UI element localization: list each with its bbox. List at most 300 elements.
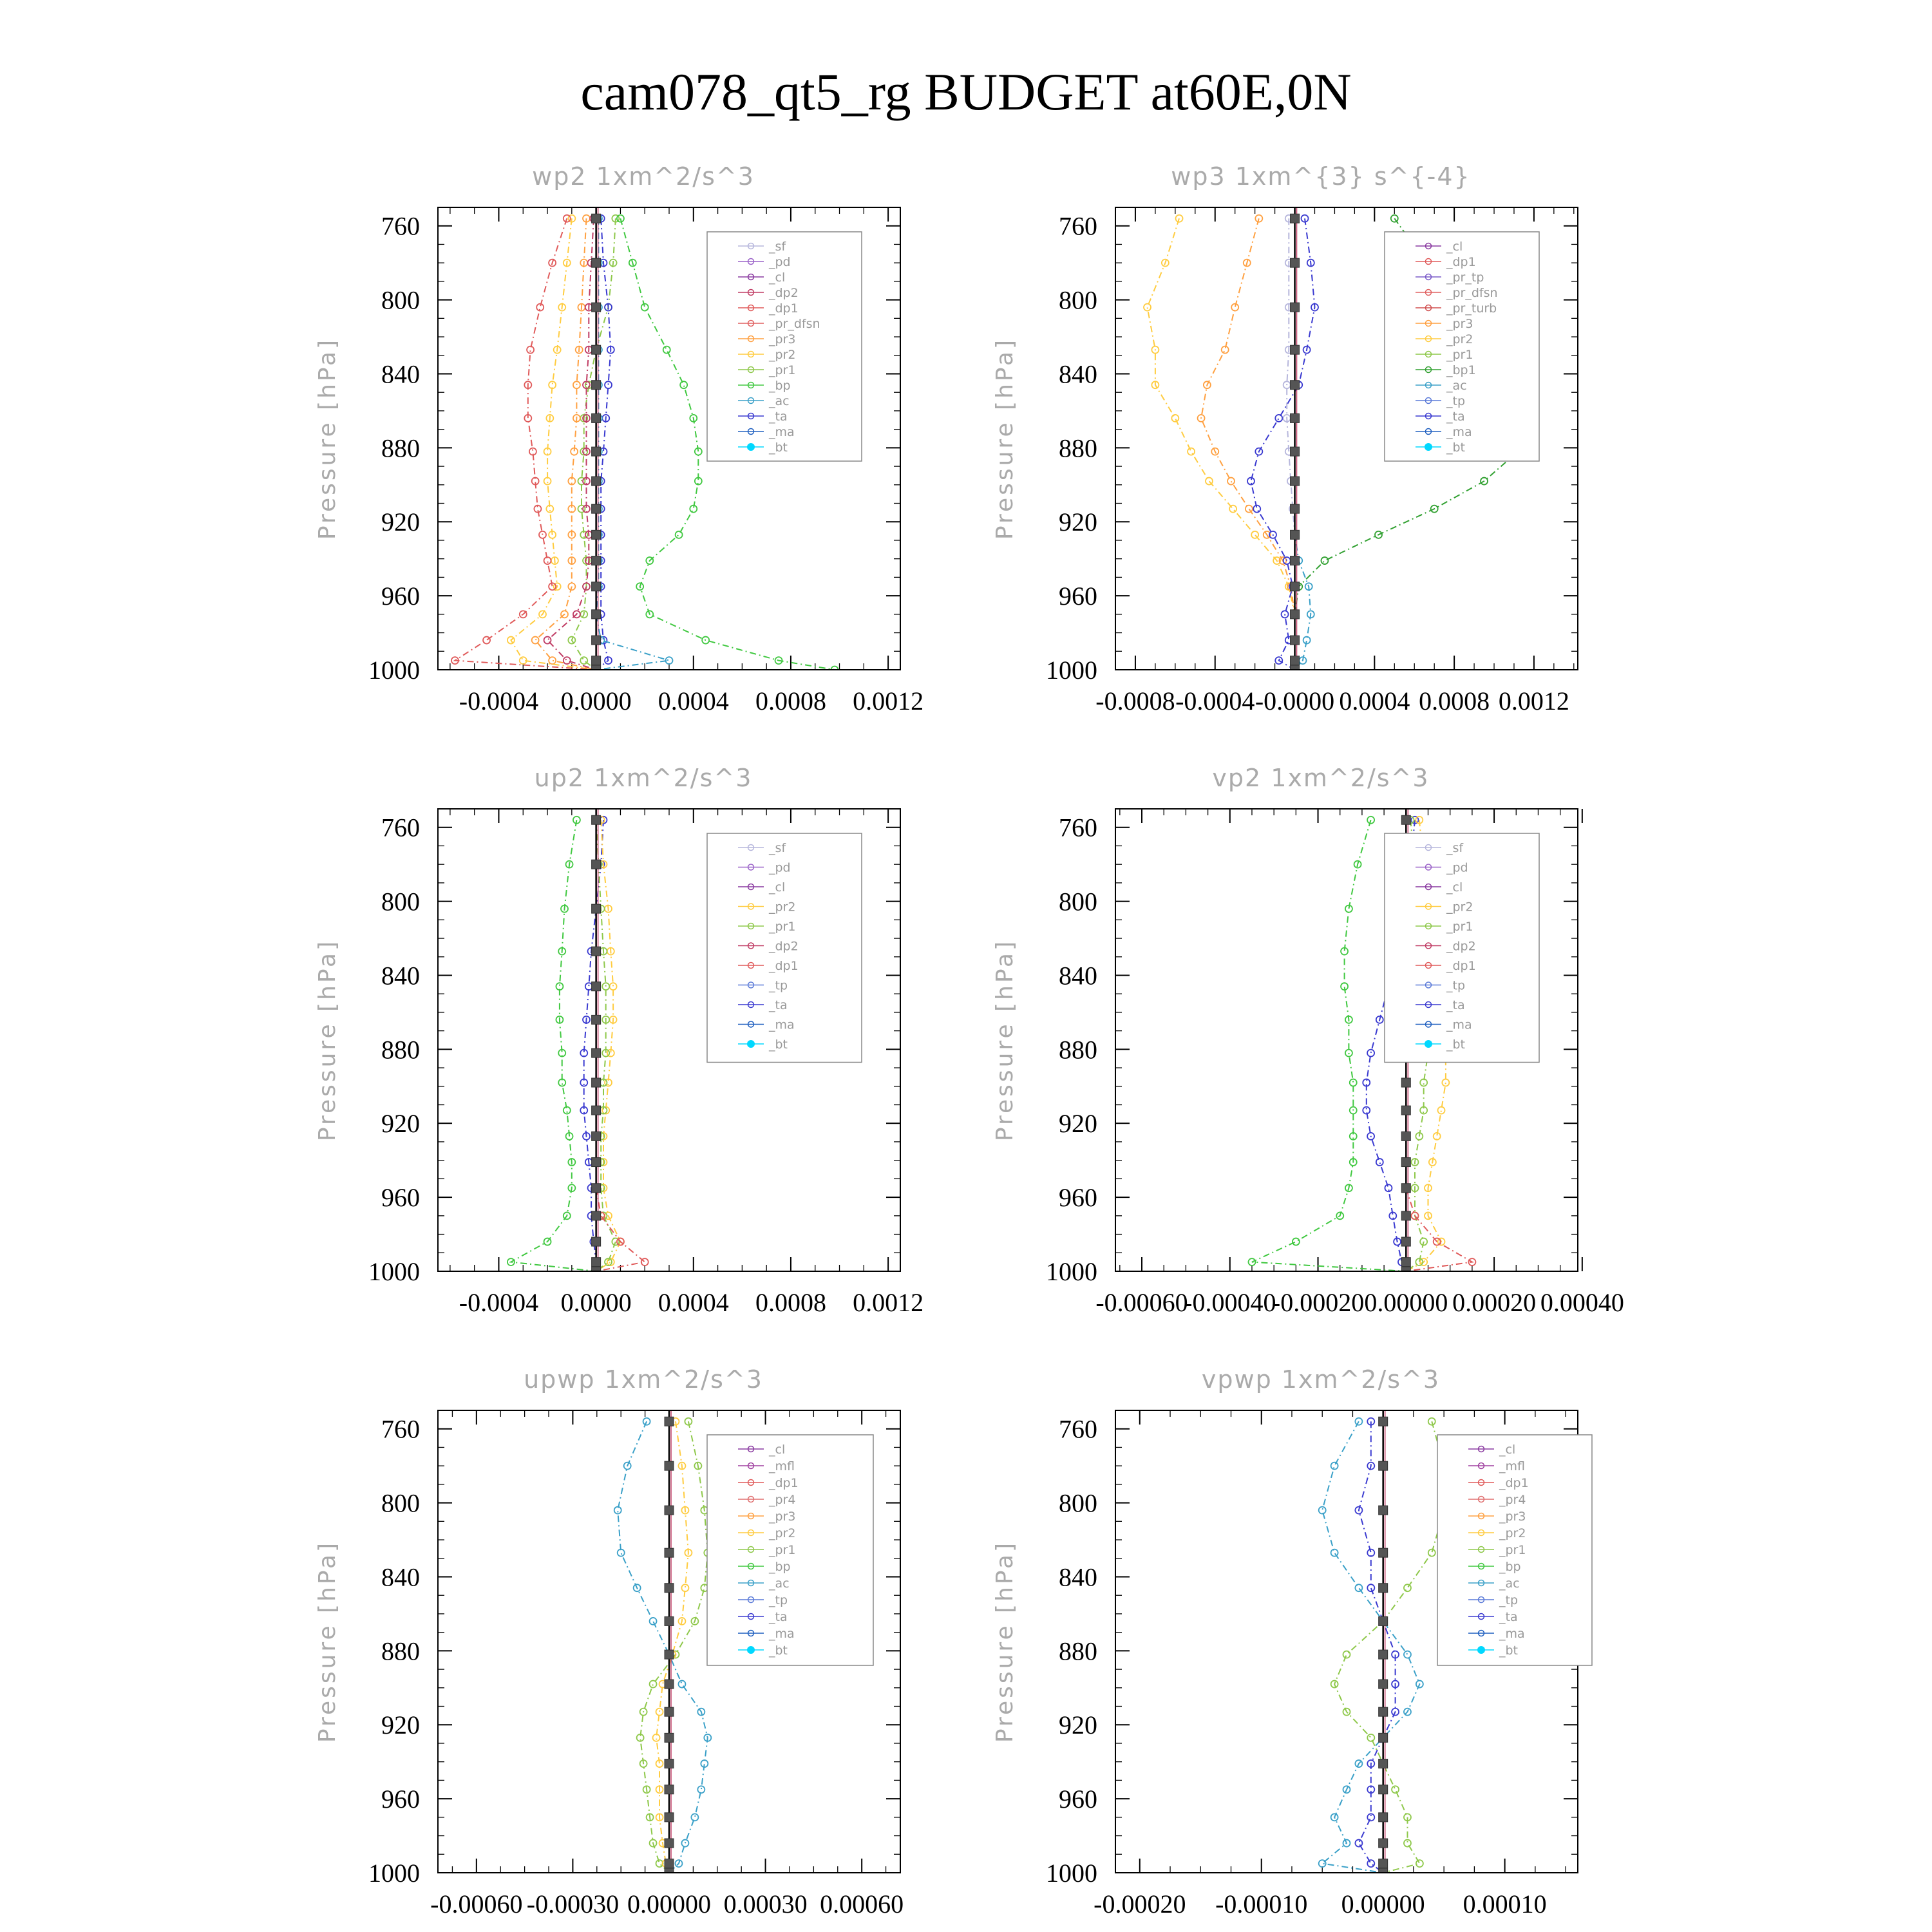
- x-tick-label: 0.0004: [658, 1288, 729, 1317]
- legend-label: _ta: [1446, 998, 1465, 1012]
- legend-label: _dp1: [1446, 255, 1476, 269]
- zero-line-marker: [1379, 1707, 1388, 1716]
- legend-label: _cl: [769, 1443, 786, 1457]
- x-tick-label: -0.0000: [1255, 687, 1335, 715]
- x-tick-label: -0.00020: [1094, 1889, 1186, 1918]
- series-point-pr3: [1227, 478, 1235, 485]
- panel-1: [314, 162, 923, 715]
- zero-line-marker: [1401, 1184, 1410, 1193]
- series-point-ac: [666, 657, 673, 664]
- series-group: [614, 1410, 712, 1877]
- zero-line-marker: [1401, 1258, 1410, 1267]
- x-tick-label: -0.00040: [1184, 1288, 1276, 1317]
- legend-label: _dp1: [769, 959, 799, 973]
- zero-line-marker: [1379, 1785, 1388, 1794]
- series-point-bp: [676, 531, 683, 538]
- x-tick-label: -0.00030: [526, 1889, 620, 1918]
- series-line-pr2: [656, 1421, 688, 1873]
- zero-line-marker: [1379, 1839, 1388, 1848]
- legend-marker: [1425, 443, 1432, 451]
- legend-marker: [747, 1646, 755, 1654]
- series-line-ta: [1359, 1421, 1396, 1873]
- x-tick-label: -0.00010: [1215, 1889, 1308, 1918]
- series-point-ac: [1404, 1651, 1411, 1658]
- y-axis-label: Pressure [hPa]: [992, 938, 1018, 1142]
- series-point-pr2: [1229, 506, 1236, 513]
- zero-line-marker: [592, 1211, 601, 1220]
- legend-label: _ma: [1499, 1627, 1525, 1641]
- x-tick-label: -0.0004: [459, 687, 539, 715]
- legend-label: _bp1: [1446, 363, 1476, 377]
- zero-line-marker: [592, 504, 601, 513]
- legend-label: _sf: [769, 841, 786, 855]
- legend-label: _pr2: [1446, 900, 1473, 914]
- y-tick-label: 960: [1059, 1183, 1097, 1213]
- series-point-ac: [691, 1814, 698, 1821]
- legend-label: _ta: [1446, 410, 1465, 424]
- legend-label: _bt: [769, 1037, 788, 1052]
- legend-label: _bt: [1446, 440, 1466, 455]
- zero-line-marker: [592, 1015, 601, 1024]
- legend-label: _mfl: [1499, 1459, 1525, 1473]
- y-tick-label: 760: [381, 211, 420, 241]
- zero-line-marker: [592, 582, 601, 591]
- zero-line-marker: [1379, 1461, 1388, 1470]
- y-tick-label: 920: [1059, 1710, 1097, 1740]
- zero-line-marker: [1291, 477, 1300, 486]
- series-point-pr1: [1392, 1786, 1399, 1793]
- y-tick-label: 760: [1059, 1414, 1097, 1444]
- y-tick-label: 760: [1059, 813, 1097, 842]
- series-point-bp: [663, 346, 670, 354]
- legend-label: _dp1: [769, 1476, 799, 1490]
- y-tick-label: 960: [1059, 1785, 1097, 1814]
- series-point-ta: [1275, 415, 1282, 422]
- legend-label: _pr2: [769, 900, 796, 914]
- legend-label: _bp: [769, 379, 791, 393]
- x-tick-label: 0.0000: [560, 687, 632, 715]
- zero-line-marker: [592, 258, 601, 267]
- zero-line-marker: [665, 1813, 674, 1822]
- zero-line-marker: [592, 1237, 601, 1246]
- legend-label: _tp: [769, 1593, 788, 1607]
- y-tick-label: 920: [1059, 1109, 1097, 1139]
- y-tick-label: 800: [1059, 285, 1097, 315]
- series-point-pr2: [1206, 478, 1213, 485]
- legend-label: _bt: [1499, 1643, 1519, 1658]
- legend-label: _dp1: [769, 301, 799, 316]
- series-line-bp: [1252, 820, 1406, 1271]
- series-point-pr1: [1416, 1860, 1423, 1867]
- panel-title: up2 1xm^2/s^3: [534, 764, 753, 792]
- series-point-dp1: [483, 637, 490, 644]
- zero-line-marker: [592, 303, 601, 312]
- zero-line-marker: [592, 214, 601, 223]
- y-tick-label: 880: [1059, 1636, 1097, 1666]
- series-point-pr2: [1438, 1107, 1445, 1114]
- zero-line-marker: [592, 815, 601, 824]
- legend-label: _sf: [1446, 841, 1464, 855]
- series-point-bp: [641, 304, 649, 311]
- legend-marker: [747, 443, 755, 451]
- legend-label: _ta: [769, 1610, 788, 1624]
- zero-line-marker: [665, 1759, 674, 1768]
- legend-label: _ta: [1499, 1610, 1518, 1624]
- zero-line-marker: [1291, 504, 1300, 513]
- y-tick-label: 1000: [368, 1859, 420, 1888]
- legend-marker: [1425, 1040, 1432, 1048]
- zero-line-marker: [1401, 815, 1410, 824]
- legend-label: _pr1: [1499, 1543, 1526, 1557]
- legend-label: _pd: [769, 255, 791, 269]
- x-tick-label: 0.00030: [723, 1889, 808, 1918]
- legend: [1385, 232, 1539, 461]
- x-tick-label: 0.0008: [755, 1288, 826, 1317]
- series-point-pr1: [1404, 1584, 1411, 1591]
- series-line-dp1: [596, 820, 645, 1271]
- x-tick-label: -0.00060: [1095, 1288, 1188, 1317]
- zero-line-marker: [665, 1785, 674, 1794]
- zero-line-marker: [665, 1707, 674, 1716]
- zero-line-marker: [1291, 258, 1300, 267]
- legend-label: _cl: [769, 880, 786, 895]
- legend-label: _ma: [1446, 1018, 1472, 1032]
- x-tick-label: 0.00020: [1452, 1288, 1537, 1317]
- zero-line-marker: [592, 1132, 601, 1141]
- series-point-pr3: [1245, 506, 1253, 513]
- y-tick-label: 960: [1059, 582, 1097, 611]
- x-tick-label: 0.00060: [820, 1889, 904, 1918]
- series-point-pr1: [1420, 1079, 1427, 1086]
- y-tick-label: 960: [381, 1183, 420, 1213]
- y-tick-label: 800: [1059, 1488, 1097, 1518]
- legend-label: _dp2: [769, 286, 799, 300]
- series-point-ac: [618, 1549, 625, 1557]
- series-point-bp: [1293, 1238, 1300, 1245]
- zero-line-marker: [665, 1461, 674, 1470]
- zero-line-marker: [1401, 1158, 1410, 1167]
- zero-line-marker: [1379, 1548, 1388, 1557]
- zero-line-marker: [1291, 610, 1300, 619]
- zero-line-marker: [1379, 1650, 1388, 1659]
- series-point-pr1: [650, 1681, 657, 1688]
- series-point-ta: [1367, 1860, 1374, 1867]
- zero-line-marker: [592, 1078, 601, 1087]
- legend-label: _ac: [1499, 1577, 1520, 1591]
- y-tick-label: 800: [381, 887, 420, 916]
- legend-label: _dp1: [1446, 959, 1476, 973]
- panel-4: [992, 764, 1624, 1317]
- series-point-ta: [1367, 1050, 1374, 1057]
- x-tick-label: 0.0008: [1419, 687, 1490, 715]
- series-point-pr2: [1171, 415, 1179, 422]
- panel-5: [314, 1365, 904, 1918]
- zero-line-marker: [1379, 1680, 1388, 1689]
- series-point-ac: [678, 1681, 685, 1688]
- zero-line-marker: [592, 1184, 601, 1193]
- legend-label: _pr1: [1446, 920, 1473, 934]
- y-axis-label: Pressure [hPa]: [314, 337, 341, 540]
- legend-label: _pr_dfsn: [769, 317, 820, 331]
- y-tick-label: 920: [381, 1109, 420, 1139]
- series-point-pr2: [1251, 531, 1258, 538]
- y-tick-label: 1000: [1046, 1257, 1097, 1286]
- series-point-bp: [1350, 1079, 1357, 1086]
- zero-line-marker: [1379, 1733, 1388, 1742]
- y-axis-label: Pressure [hPa]: [992, 337, 1018, 540]
- legend-label: _bt: [769, 440, 788, 455]
- series-line-dp1: [455, 218, 596, 670]
- zero-line-marker: [1291, 303, 1300, 312]
- zero-line-marker: [665, 1839, 674, 1848]
- y-tick-label: 880: [381, 1035, 420, 1065]
- zero-line-marker: [592, 1048, 601, 1057]
- y-tick-label: 840: [381, 359, 420, 389]
- legend-label: _bt: [1446, 1037, 1466, 1052]
- zero-line-marker: [1291, 636, 1300, 645]
- zero-line-marker: [592, 1258, 601, 1267]
- series-point-ac: [650, 1618, 657, 1625]
- series-point-pr2: [681, 1584, 688, 1591]
- legend-label: _dp2: [769, 939, 799, 954]
- series-line-ta: [584, 820, 603, 1271]
- series-point-ac: [1319, 1860, 1326, 1867]
- y-tick-label: 1000: [368, 1257, 420, 1286]
- zero-line-marker: [1291, 582, 1300, 591]
- series-point-pr1: [1367, 1734, 1374, 1741]
- series-point-ta: [1367, 1584, 1374, 1591]
- zero-line-marker: [592, 947, 601, 956]
- zero-line-marker: [665, 1506, 674, 1515]
- y-tick-label: 800: [1059, 887, 1097, 916]
- zero-line-marker: [1379, 1584, 1388, 1593]
- panel-2: [992, 162, 1578, 715]
- series-point-ta: [1355, 1840, 1362, 1847]
- series-line-pr1: [1334, 1421, 1444, 1873]
- series-point-bp1: [1321, 557, 1328, 564]
- series-point-ta: [1376, 1159, 1383, 1166]
- series-line-pr2: [596, 820, 621, 1271]
- legend-marker: [1477, 1646, 1485, 1654]
- zero-line-marker: [1401, 1237, 1410, 1246]
- zero-line-marker: [592, 1106, 601, 1115]
- y-tick-label: 960: [381, 1785, 420, 1814]
- x-tick-label: 0.0004: [1339, 687, 1410, 715]
- figure-title: cam078_qt5_rg BUDGET at60E,0N: [580, 62, 1352, 121]
- series-point-bp: [680, 381, 687, 388]
- legend-label: _dp2: [1446, 939, 1476, 954]
- series-point-dp2: [544, 637, 551, 644]
- zero-line-marker: [592, 656, 601, 665]
- legend-label: _ma: [769, 1627, 795, 1641]
- legend-label: _cl: [1446, 880, 1463, 895]
- legend-label: _cl: [1499, 1443, 1516, 1457]
- zero-line-marker: [1379, 1506, 1388, 1515]
- series-point-ac: [1355, 1584, 1362, 1591]
- series-line-ac: [596, 218, 669, 670]
- y-axis-label: Pressure [hPa]: [314, 938, 341, 1142]
- series-line-pr2: [1148, 218, 1295, 670]
- legend-label: _pr3: [1446, 317, 1473, 331]
- legend-label: _pr3: [769, 1510, 796, 1524]
- zero-line-marker: [592, 556, 601, 565]
- zero-line-marker: [592, 530, 601, 539]
- panel-title: vpwp 1xm^2/s^3: [1201, 1365, 1441, 1394]
- legend-label: _cl: [1446, 240, 1463, 254]
- zero-line-marker: [1379, 1616, 1388, 1625]
- legend-label: _dp1: [1499, 1476, 1529, 1490]
- legend-label: _ac: [769, 394, 790, 408]
- panel-title: upwp 1xm^2/s^3: [524, 1365, 763, 1394]
- y-tick-label: 840: [1059, 1562, 1097, 1592]
- zero-line-marker: [1379, 1813, 1388, 1822]
- zero-line-marker: [592, 982, 601, 991]
- series-point-ac: [1331, 1549, 1338, 1557]
- legend-label: _pr2: [1499, 1526, 1526, 1540]
- legend-label: _pr_tp: [1446, 270, 1484, 285]
- zero-line-marker: [592, 904, 601, 913]
- zero-line-marker: [592, 477, 601, 486]
- zero-line-marker: [1401, 1106, 1410, 1115]
- legend-label: _ma: [1446, 425, 1472, 439]
- zero-line-marker: [665, 1584, 674, 1593]
- series-line-pr3: [535, 218, 596, 670]
- series-point-ta: [605, 381, 612, 388]
- x-tick-label: 0.0004: [658, 687, 729, 715]
- x-tick-label: 0.00040: [1540, 1288, 1624, 1317]
- series-point-pr1: [580, 657, 587, 664]
- y-tick-label: 1000: [1046, 656, 1097, 685]
- series-point-pr2: [656, 1709, 663, 1716]
- y-tick-label: 800: [381, 1488, 420, 1518]
- legend-label: _pr2: [1446, 332, 1473, 346]
- zero-line-marker: [1291, 345, 1300, 354]
- zero-line-marker: [665, 1548, 674, 1557]
- series-point-pr3: [532, 637, 539, 644]
- legend-label: _mfl: [769, 1459, 795, 1473]
- series-line-pr1: [572, 218, 616, 670]
- series-line-pr3: [1201, 218, 1294, 670]
- zero-line-marker: [1401, 1211, 1410, 1220]
- zero-line-marker: [1291, 214, 1300, 223]
- series-group: [507, 809, 649, 1276]
- legend-label: _ma: [769, 1018, 795, 1032]
- series-point-pr2: [1188, 448, 1195, 455]
- panels-group: [314, 162, 1624, 1918]
- legend-label: _ta: [769, 998, 788, 1012]
- series-point-pr2: [1442, 1079, 1449, 1086]
- series-point-ac: [1319, 1507, 1326, 1514]
- zero-line-marker: [665, 1417, 674, 1426]
- zero-line-marker: [1401, 1132, 1410, 1141]
- zero-line-marker: [592, 447, 601, 456]
- series-line-ac: [618, 1421, 708, 1873]
- panel-title: vp2 1xm^2/s^3: [1212, 764, 1430, 792]
- legend-label: _cl: [769, 270, 786, 285]
- legend-label: _ac: [769, 1577, 790, 1591]
- zero-line-marker: [592, 610, 601, 619]
- legend-label: _pr2: [769, 1526, 796, 1540]
- legend-label: _pr_dfsn: [1446, 286, 1498, 300]
- zero-line-marker: [1291, 656, 1300, 665]
- y-axis-label: Pressure [hPa]: [992, 1540, 1018, 1743]
- legend-label: _pr2: [769, 348, 796, 362]
- x-tick-label: -0.0004: [1175, 687, 1255, 715]
- legend: [707, 232, 862, 461]
- y-tick-label: 800: [381, 285, 420, 315]
- legend-label: _ac: [1446, 379, 1467, 393]
- zero-line-marker: [592, 413, 601, 422]
- legend: [707, 833, 862, 1063]
- legend-label: _ma: [769, 425, 795, 439]
- legend-label: _pr1: [769, 363, 796, 377]
- legend-label: _ta: [769, 410, 788, 424]
- series-point-pr1: [1343, 1651, 1350, 1658]
- series-point-pr1: [1428, 1549, 1435, 1557]
- series-line-bp: [511, 820, 596, 1271]
- series-line-ta: [1251, 218, 1314, 670]
- panel-3: [314, 764, 923, 1317]
- legend-label: _pr_turb: [1446, 301, 1497, 316]
- zero-line-marker: [665, 1650, 674, 1659]
- x-tick-label: 0.00000: [1364, 1288, 1448, 1317]
- zero-line-marker: [665, 1616, 674, 1625]
- legend-label: _bp: [1499, 1560, 1521, 1574]
- legend: [1437, 1435, 1592, 1665]
- x-tick-label: 0.00010: [1463, 1889, 1547, 1918]
- y-tick-label: 840: [1059, 359, 1097, 389]
- series-point-bp: [556, 983, 563, 990]
- zero-line-marker: [1291, 413, 1300, 422]
- y-tick-label: 880: [381, 1636, 420, 1666]
- zero-line-marker: [665, 1859, 674, 1868]
- y-tick-label: 920: [381, 1710, 420, 1740]
- legend-label: _sf: [769, 240, 786, 254]
- series-point-ac: [697, 1786, 705, 1793]
- series-point-pr2: [544, 478, 551, 485]
- series-point-pr1: [1404, 1840, 1411, 1847]
- zero-line-marker: [592, 636, 601, 645]
- panel-6: [992, 1365, 1592, 1918]
- zero-line-marker: [665, 1680, 674, 1689]
- legend-label: _bt: [769, 1643, 788, 1658]
- zero-line-marker: [592, 860, 601, 869]
- x-tick-label: 0.0000: [560, 1288, 632, 1317]
- legend-label: _tp: [769, 978, 788, 993]
- y-tick-label: 1000: [368, 656, 420, 685]
- x-tick-label: -0.0008: [1095, 687, 1175, 715]
- x-tick-label: 0.0012: [853, 687, 924, 715]
- series-point-pr3: [1231, 304, 1238, 311]
- zero-line-marker: [1291, 447, 1300, 456]
- legend-label: _pd: [1446, 860, 1468, 875]
- series-group: [1319, 1410, 1448, 1877]
- zero-line-marker: [1379, 1759, 1388, 1768]
- legend: [707, 1435, 873, 1665]
- zero-line-marker: [665, 1733, 674, 1742]
- legend-label: _pr3: [769, 332, 796, 346]
- y-tick-label: 920: [1059, 507, 1097, 537]
- panel-title: wp2 1xm^2/s^3: [532, 162, 755, 191]
- y-tick-label: 920: [381, 507, 420, 537]
- x-tick-label: 0.0012: [1498, 687, 1569, 715]
- y-tick-label: 760: [381, 813, 420, 842]
- legend-label: _pr4: [769, 1493, 796, 1507]
- series-point-dp1: [641, 1258, 649, 1265]
- y-tick-label: 840: [381, 961, 420, 990]
- series-point-ac: [1331, 1463, 1338, 1470]
- x-tick-label: 0.00000: [627, 1889, 711, 1918]
